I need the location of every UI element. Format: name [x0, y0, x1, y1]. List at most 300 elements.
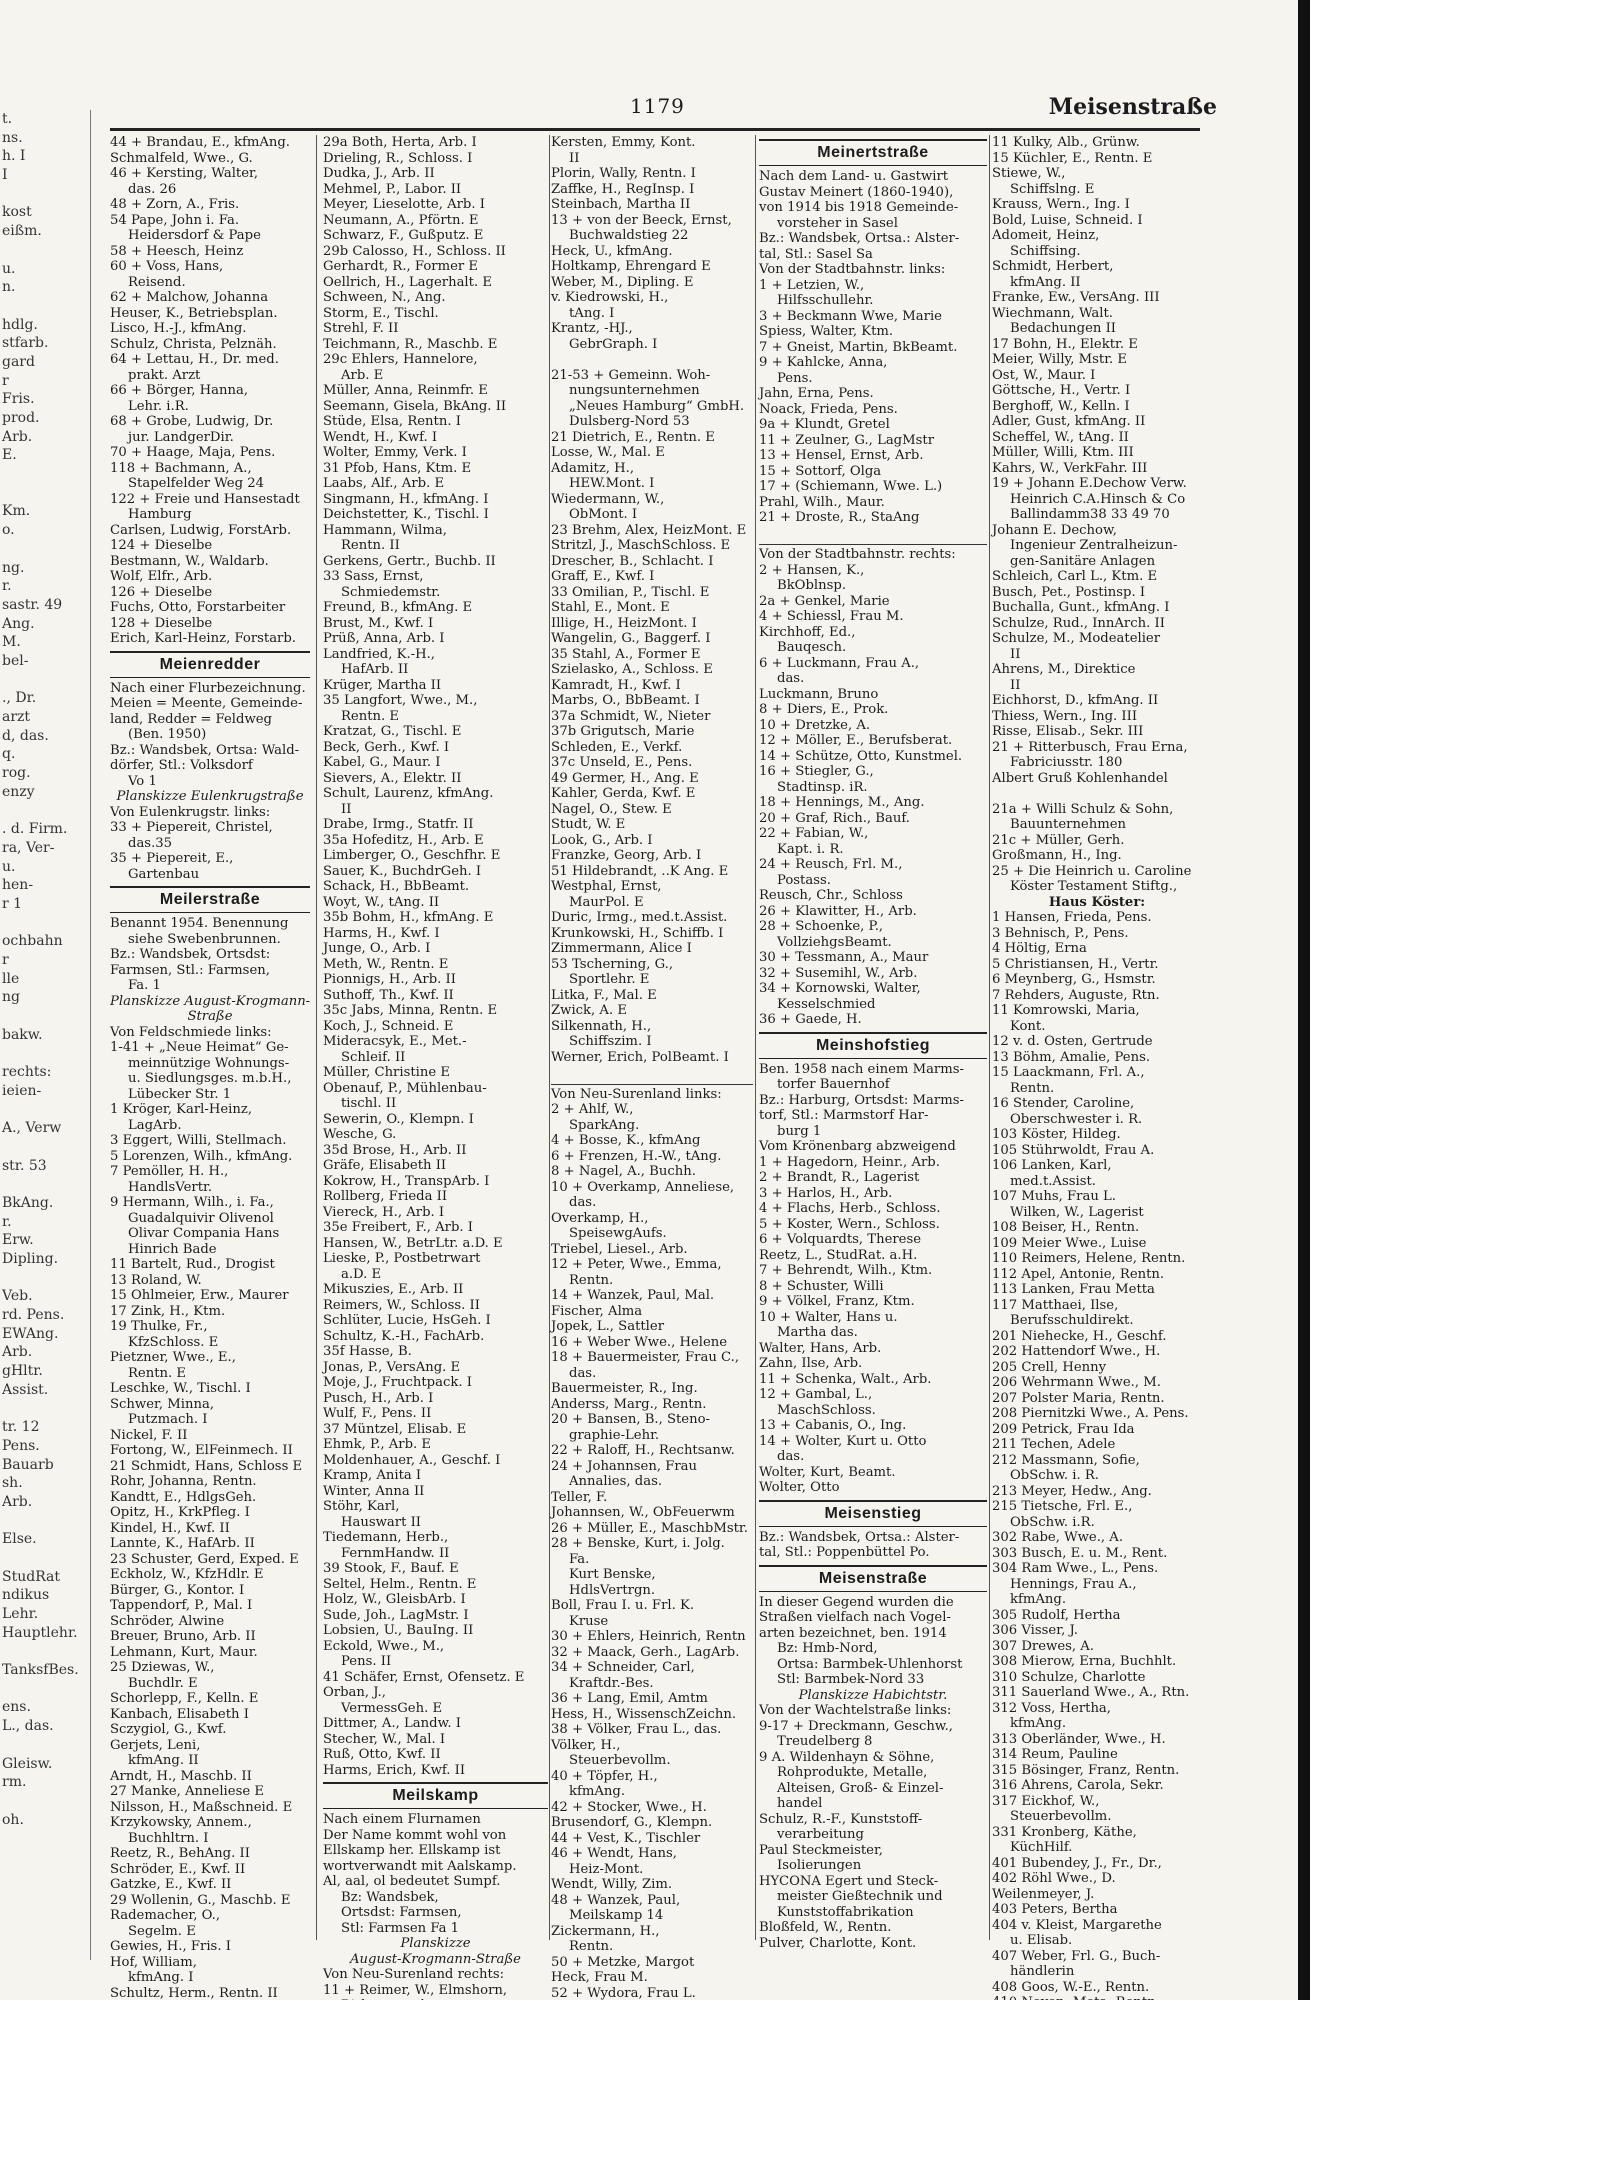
directory-entry: 4 + Flachs, Herb., Schloss. [759, 1201, 941, 1216]
directory-entry: 306 Visser, J. [992, 1623, 1078, 1638]
column-divider [549, 135, 550, 1940]
directory-entry: Kahrs, W., VerkFahr. III [992, 460, 1148, 476]
directory-entry: Suthoff, Th., Kwf. II [323, 987, 454, 1003]
previous-page-fragment: BkAng. [2, 1194, 54, 1211]
directory-entry: tal, Stl.: Poppenbüttel Po. [759, 1545, 930, 1560]
directory-entry: Pusch, H., Arb. I [323, 1390, 434, 1406]
directory-entry: Overkamp, H., [551, 1210, 649, 1226]
previous-page-fragment: o. [2, 522, 15, 539]
previous-page-fragment [0, 801, 90, 820]
directory-entry: 128 + Dieselbe [110, 615, 213, 631]
directory-entry: Von Neu-Surenland rechts: [323, 1967, 505, 1982]
previous-page-fragment: arzt [2, 709, 31, 725]
directory-entry: das. 26 [128, 181, 177, 197]
directory-entry: Johann E. Dechow, [992, 522, 1117, 538]
directory-entry: 4 + Schiessl, Frau M. [759, 609, 904, 624]
directory-entry: Eckold, Wwe., M., [323, 1638, 445, 1654]
directory-entry: kfmAng. II [128, 1753, 199, 1768]
directory-entry: LagArb. [128, 1117, 182, 1133]
directory-entry: Sude, Joh., LagMstr. I [323, 1607, 469, 1623]
directory-entry: 7 Pemöller, H. H., [110, 1164, 229, 1179]
directory-entry: Plorin, Wally, Rentn. I [551, 166, 696, 181]
previous-page-fragment: rm. [2, 1774, 27, 1791]
previous-page-fragment: prod. [2, 410, 40, 426]
directory-entry: 33 Omilian, P., Tischl. E [551, 584, 710, 600]
directory-entry: 29c Ehlers, Hannelore, [323, 352, 478, 367]
directory-entry: Opitz, H., KrkPfleg. I [110, 1505, 250, 1520]
directory-entry: Kandtt, E., HdlgsGeh. [110, 1489, 257, 1505]
directory-entry: Dudka, J., Arb. II [323, 166, 435, 181]
directory-entry: Pietzner, Wwe., E., [110, 1350, 236, 1365]
previous-page-fragment: eißm. [2, 223, 42, 240]
directory-entry: Von Eulenkrugstr. links: [110, 804, 271, 820]
directory-entry: 118 + Bachmann, A., [110, 460, 252, 476]
directory-entry: 11 Bartelt, Rud., Drogist [110, 1257, 275, 1272]
directory-entry: 9 A. Wildenhayn & Söhne, [759, 1749, 935, 1765]
directory-entry: Lübecker Str. 1 [128, 1086, 232, 1102]
previous-page-fragment: Pens. [2, 1437, 40, 1454]
directory-entry: 28 + Benske, Kurt, i. Jolg. [551, 1536, 725, 1551]
directory-entry: 25 Dziewas, W., [110, 1660, 215, 1675]
directory-entry: In dieser Gegend wurden die [759, 1594, 954, 1610]
previous-page-fragment: Ang. [2, 615, 35, 632]
directory-entry: ObSchw. i. R. [1010, 1468, 1099, 1483]
directory-entry: Schlüter, Lucie, HsGeh. I [323, 1313, 491, 1328]
directory-entry: 35d Brose, H., Arb. II [323, 1142, 467, 1158]
directory-entry: 19 + Johann E.Dechow Verw. [992, 476, 1187, 491]
directory-entry: 35a Hofeditz, H., Arb. E [323, 832, 484, 848]
directory-entry: Vo 1 [128, 773, 157, 789]
directory-entry: tAng. I [569, 305, 615, 321]
previous-page-fragment [0, 1138, 90, 1157]
directory-entry: Straßen vielfach nach Vogel- [759, 1610, 951, 1625]
directory-entry: Thiess, Wern., Ing. III [992, 708, 1138, 724]
directory-entry: Buchhltrn. I [128, 1830, 209, 1846]
directory-entry: Kratzat, G., Tischl. E [323, 724, 462, 739]
previous-page-fragment: E. [2, 447, 17, 464]
directory-entry: Reisend. [128, 274, 186, 290]
directory-entry: Segelm. E [128, 1923, 196, 1939]
directory-entry: verarbeitung [777, 1827, 864, 1842]
directory-entry: MaurPol. E [569, 894, 644, 910]
previous-page-fragment: Lehr. [2, 1606, 39, 1622]
directory-entry: Beck, Gerh., Kwf. I [323, 739, 450, 755]
directory-entry: 21 Dietrich, E., Rentn. E [551, 429, 715, 445]
directory-entry: Bauunternehmen [1010, 817, 1127, 832]
previous-page-fragment: kost [2, 204, 32, 221]
directory-entry: u. Siedlungsges. m.b.H., [128, 1071, 292, 1086]
directory-entry: Wendt, Willy, Zim. [551, 1877, 673, 1892]
directory-entry: 35 Stahl, A., Former E [551, 646, 701, 662]
directory-entry: 11 Komrowski, Maria, [992, 1003, 1140, 1018]
running-head: Meisenstraße [1048, 94, 1217, 120]
directory-entry: a.D. E [341, 1266, 382, 1282]
directory-entry: Rentn. II [341, 538, 400, 553]
directory-entry: 12 + Möller, E., Berufsberat. [759, 733, 953, 748]
directory-entry: 20 + Bansen, B., Steno- [551, 1412, 711, 1427]
directory-entry: Von Feldschmiede links: [110, 1024, 272, 1040]
directory-entry: Tappendorf, P., Mal. I [110, 1598, 253, 1613]
directory-entry: Mikuszies, E., Arb. II [323, 1282, 464, 1297]
directory-entry: Nach einer Flurbezeichnung. [110, 680, 306, 696]
previous-page-fragment [0, 540, 90, 559]
directory-entry: 312 Voss, Hertha, [992, 1700, 1111, 1716]
directory-entry: 317 Eickhof, W., [992, 1793, 1100, 1809]
directory-entry: Harms, Erich, Kwf. II [323, 1762, 466, 1778]
directory-entry: Noack, Frieda, Pens. [759, 401, 898, 417]
directory-entry: 8 + Schuster, Willi [759, 1278, 884, 1294]
previous-page-fragment: Arb. [2, 1344, 33, 1361]
directory-entry: gen-Sanitäre Anlagen [1010, 553, 1156, 569]
directory-entry: 106 Lanken, Karl, [992, 1158, 1112, 1173]
directory-entry: Drabe, Irmg., Statfr. II [323, 817, 474, 832]
previous-page-fragment: tr. 12 [2, 1419, 40, 1436]
directory-entry: 46 + Kersting, Walter, [110, 166, 259, 181]
directory-entry: 23 Brehm, Alex, HeizMont. E [551, 522, 747, 538]
directory-entry: Deichstetter, K., Tischl. I [323, 507, 489, 522]
directory-entry: 11 Kulky, Alb., Grünw. [992, 135, 1140, 150]
directory-entry: Straße [187, 1009, 233, 1024]
directory-column-4 [759, 135, 987, 1951]
directory-entry: Teller, F. [551, 1489, 608, 1505]
directory-entry: 16 + Stiegler, G., [759, 764, 874, 779]
directory-entry: Gatzke, E., Kwf. II [110, 1877, 232, 1892]
directory-entry: 46 + Wendt, Hans, [551, 1846, 677, 1861]
directory-entry: 9 + Völkel, Franz, Ktm. [759, 1294, 915, 1309]
directory-entry: kfmAng. [1010, 1716, 1067, 1731]
directory-entry: Reetz, R., BehAng. II [110, 1846, 250, 1861]
directory-entry: 27 Manke, Anneliese E [110, 1784, 264, 1799]
directory-entry: 12 + Peter, Wwe., Emma, [551, 1257, 722, 1272]
directory-entry: das. [569, 1365, 597, 1381]
directory-entry: Fa. [569, 1551, 590, 1567]
directory-entry: SpeisewgAufs. [569, 1226, 667, 1241]
directory-entry: Bz: Hmb-Nord, [777, 1641, 878, 1656]
directory-entry: Rentn. E [128, 1365, 187, 1381]
directory-entry: Sievers, A., Elektr. II [323, 770, 462, 786]
directory-column-5 [992, 135, 1202, 1995]
directory-entry: 32 + Susemihl, W., Arb. [759, 965, 918, 981]
directory-entry: 18 + Hennings, M., Ang. [759, 795, 925, 810]
directory-entry: 37c Unseld, E., Pens. [551, 755, 693, 770]
directory-entry: Ingenieur Zentralheizun- [1010, 538, 1178, 553]
directory-entry: 30 + Ehlers, Heinrich, Rentn [551, 1629, 746, 1644]
scan-edge [1298, 0, 1310, 2000]
directory-entry: Kraftdr.-Bes. [569, 1675, 654, 1691]
directory-entry: Gerkens, Gertr., Buchb. II [323, 553, 496, 569]
directory-entry: 70 + Haage, Maja, Pens. [110, 445, 276, 460]
directory-entry: Eichhorst, D., kfmAng. II [992, 693, 1159, 708]
previous-page-fragment: Km. [2, 503, 31, 520]
directory-entry: Olivar Compania Hans [128, 1226, 280, 1241]
directory-entry: VollziehgsBeamt. [777, 934, 892, 950]
previous-page-fragment: d, das. [2, 727, 49, 744]
directory-entry: 105 Stührwoldt, Frau A. [992, 1142, 1155, 1158]
directory-entry: Ben. 1958 nach einem Marms- [759, 1061, 964, 1077]
directory-entry: 64 + Lettau, H., Dr. med. [110, 352, 279, 367]
previous-page-fragment [0, 484, 90, 503]
directory-entry: Graff, E., Kwf. I [551, 569, 655, 584]
directory-entry: Bz.: Wandsbek, Ortsa: Wald- [110, 742, 300, 758]
directory-entry: Lisco, H.-J., kfmAng. [110, 321, 247, 336]
directory-entry: Von Neu-Surenland links: [551, 1084, 753, 1103]
directory-entry: 16 Stender, Caroline, [992, 1096, 1135, 1111]
directory-entry: Farmsen, Stl.: Farmsen, [110, 962, 270, 978]
directory-entry: 215 Tietsche, Frl. E., [992, 1499, 1133, 1514]
directory-entry: Kurt Benske, [569, 1567, 656, 1582]
directory-entry: siehe Swebenbrunnen. [128, 931, 281, 947]
directory-entry: Fortong, W., ElFeinmech. II [110, 1443, 293, 1458]
directory-column-3 [551, 135, 753, 2001]
directory-entry: Der Name kommt wohl von [323, 1827, 507, 1843]
directory-entry: Wolter, Emmy, Verk. I [323, 445, 467, 460]
previous-page-fragment: Hauptlehr. [2, 1624, 78, 1641]
directory-entry: Stecher, W., Mal. I [323, 1731, 446, 1747]
directory-entry: Putzmach. I [128, 1412, 208, 1427]
directory-entry: Limberger, O., Geschfhr. E [323, 848, 501, 863]
directory-entry: Nach dem Land- u. Gastwirt [759, 169, 949, 184]
directory-entry: Schiffszim. I [569, 1034, 652, 1049]
directory-entry: Junge, O., Arb. I [323, 941, 431, 956]
directory-entry: Strehl, F. II [323, 321, 399, 336]
previous-page-fragment: rog. [2, 765, 31, 782]
directory-entry: 48 + Zorn, A., Fris. [110, 197, 240, 212]
directory-entry: Schleden, E., Verkf. [551, 739, 683, 755]
directory-entry: Benannt 1954. Benennung [110, 916, 289, 931]
directory-entry: Al, aal, ol bedeutet Sumpf. [323, 1874, 501, 1889]
directory-entry: Fischer, Alma [551, 1303, 643, 1319]
previous-page-fragment [0, 914, 90, 933]
directory-entry: HdlsVertrgn. [569, 1582, 656, 1598]
directory-entry: 35b Bohm, H., kfmAng. E [323, 910, 494, 925]
directory-entry: Sauer, K., BuchdrGeh. I [323, 863, 482, 879]
directory-entry: Schultz, K.-H., FachArb. [323, 1328, 485, 1344]
previous-page-fragment [0, 465, 90, 484]
directory-entry: Meien = Meente, Gemeinde- [110, 696, 303, 711]
directory-entry: Johannsen, W., ObFeuerwm [551, 1505, 735, 1520]
directory-entry: Lannte, K., HafArb. II [110, 1536, 255, 1551]
directory-entry: Wulf, F., Pens. II [323, 1406, 432, 1421]
directory-entry: Lobsien, U., BauIng. II [323, 1623, 474, 1638]
directory-entry: Ehmk, P., Arb. E [323, 1437, 432, 1452]
directory-entry [551, 352, 753, 368]
directory-entry: Werner, Erich, PolBeamt. I [551, 1049, 729, 1065]
directory-entry: Ellskamp her. Ellskamp ist [323, 1843, 501, 1858]
directory-entry: 35c Jabs, Minna, Rentn. E [323, 1003, 498, 1018]
directory-entry: „Neues Hamburg“ GmbH. [569, 398, 745, 414]
previous-page-fragment: Erw. [2, 1232, 34, 1249]
directory-entry: Rentn. E [341, 708, 400, 724]
directory-entry: kfmAng. [569, 1784, 626, 1799]
directory-entry: Bz.: Wandsbek, Ortsa.: Alster- [759, 1529, 960, 1545]
column-divider [989, 135, 990, 1940]
directory-entry: 9-17 + Dreckmann, Geschw., [759, 1718, 953, 1734]
directory-entry: Krzykowsky, Annem., [110, 1815, 252, 1830]
directory-entry: meinnützige Wohnungs- [128, 1055, 290, 1071]
previous-page-fragment [0, 185, 90, 204]
directory-entry: Pulver, Charlotte, Kont. [759, 1935, 917, 1951]
directory-entry: 304 Ram Wwe., L., Pens. [992, 1561, 1159, 1576]
directory-entry: 30 + Tessmann, A., Maur [759, 950, 929, 965]
directory-entry: 29 Wollenin, G., Maschb. E [110, 1892, 291, 1908]
directory-entry: Heiz-Mont. [569, 1861, 644, 1877]
directory-entry: Schultz, Herm., Rentn. II [110, 1985, 278, 2001]
directory-entry: Göttsche, H., Vertr. I [992, 383, 1131, 398]
directory-entry: Singmann, H., kfmAng. I [323, 491, 489, 507]
directory-entry: Boll, Frau I. u. Frl. K. [551, 1598, 695, 1613]
directory-entry: Nach einem Flurnamen [323, 1812, 481, 1827]
directory-entry: 303 Busch, E. u. M., Rent. [992, 1545, 1168, 1561]
directory-entry: Pens. II [341, 1654, 392, 1669]
directory-entry: 33 + Piepereit, Christel, [110, 820, 273, 835]
directory-entry [992, 786, 1202, 802]
previous-page-fragment [0, 1736, 90, 1755]
directory-entry: von 1914 bis 1918 Gemeinde- [759, 200, 959, 215]
directory-entry: 122 + Freie und Hansestadt [110, 491, 300, 507]
directory-entry: Weber, M., Dipling. E [551, 274, 694, 290]
directory-entry: 126 + Dieselbe [110, 584, 213, 600]
directory-entry: 48 + Wanzek, Paul, [551, 1892, 681, 1908]
directory-entry: 1 Hansen, Frieda, Pens. [992, 910, 1152, 925]
directory-entry: Jonas, P., VersAng. E [323, 1359, 461, 1375]
directory-entry: August-Krogmann-Straße [350, 1951, 521, 1967]
previous-page-fragment [0, 1680, 90, 1699]
directory-entry: 35e Freibert, F., Arb. I [323, 1220, 474, 1235]
column-divider [755, 135, 756, 1940]
directory-entry: 402 Röhl Wwe., D. [992, 1871, 1116, 1886]
directory-entry: 15 Küchler, E., Rentn. E [992, 150, 1153, 166]
directory-entry: Meier, Willy, Mstr. E [992, 352, 1128, 367]
directory-entry: Von der Stadtbahnstr. rechts: [759, 544, 987, 563]
directory-entry: 3 + Beckmann Wwe, Marie [759, 308, 942, 324]
previous-page-fragment: oh. [2, 1811, 24, 1828]
directory-entry: Mehmel, P., Labor. II [323, 181, 462, 197]
directory-entry: 21c + Müller, Gerh. [992, 832, 1125, 848]
previous-page-fragment: h. I [2, 148, 26, 165]
previous-page-fragment: enzy [2, 783, 35, 800]
directory-entry: Buchdlr. E [128, 1675, 198, 1691]
directory-entry: Steuerbevollm. [1010, 1809, 1112, 1824]
directory-entry: Brusendorf, G., Klempn. [551, 1815, 713, 1830]
directory-entry: Rollberg, Frieda II [323, 1189, 448, 1204]
directory-entry: Westphal, Ernst, [551, 879, 662, 894]
directory-entry: 24 + Reusch, Frl. M., [759, 857, 903, 872]
directory-entry: 10 + Dretzke, A. [759, 717, 871, 733]
directory-entry: 108 Beiser, H., Rentn. [992, 1220, 1140, 1235]
directory-entry: 5 Christiansen, H., Vertr. [992, 956, 1159, 972]
directory-entry: 38 + Völker, Frau L., das. [551, 1722, 722, 1737]
directory-entry: 6 + Frenzen, H.-W., tAng. [551, 1148, 722, 1164]
directory-entry: Heidersdorf & Pape [128, 228, 261, 243]
previous-page-fragment [0, 1512, 90, 1531]
page-margin [0, 2000, 1600, 2177]
directory-entry: 208 Piernitzki Wwe., A. Pens. [992, 1406, 1189, 1421]
directory-entry: 2 + Brandt, R., Lagerist [759, 1170, 920, 1185]
previous-page-fragment [0, 1792, 90, 1811]
directory-entry: Kramp, Anita I [323, 1468, 422, 1483]
directory-entry: Franzke, Georg, Arb. I [551, 848, 702, 863]
directory-entry: Losse, W., Mal. E [551, 445, 665, 460]
directory-entry: Wolter, Kurt, Beamt. [759, 1464, 896, 1480]
directory-entry: 66 + Börger, Hanna, [110, 383, 249, 398]
previous-page-fragment: Else. [2, 1531, 37, 1548]
street-heading: Meilerstraße [110, 886, 310, 913]
directory-entry: Studt, W. E [551, 817, 626, 832]
directory-entry: Pionnigs, H., Arb. II [323, 972, 456, 987]
directory-entry: Stritzl, J., MaschSchloss. E [551, 538, 731, 553]
directory-entry: 308 Mierow, Erna, Buchhlt. [992, 1654, 1177, 1669]
directory-entry: Busch, Pet., Postinsp. I [992, 584, 1146, 600]
directory-entry: Gustav Meinert (1860-1940), [759, 184, 954, 200]
directory-entry: Planskizze Eulenkrugstraße [116, 789, 304, 804]
directory-entry: Wiechmann, Walt. [992, 305, 1113, 321]
directory-entry: Tiedemann, Herb., [323, 1530, 449, 1545]
directory-entry: Drieling, R., Schloss. I [323, 150, 473, 166]
directory-entry: 54 Pape, John i. Fa. [110, 212, 240, 228]
directory-entry [551, 1065, 753, 1081]
directory-entry: Harms, H., Kwf. I [323, 925, 440, 941]
directory-entry: 42 + Stocker, Wwe., H. [551, 1799, 707, 1815]
directory-entry: Schmalfeld, Wwe., G. [110, 150, 253, 166]
previous-page-fragment: u. [2, 260, 16, 277]
directory-entry: Seltel, Helm., Rentn. E [323, 1576, 477, 1592]
directory-entry: Schröder, E., Kwf. II [110, 1861, 246, 1877]
previous-page-fragment: . d. Firm. [2, 821, 68, 838]
directory-entry: VermessGeh. E [341, 1700, 443, 1716]
directory-entry: Bauqesch. [777, 640, 847, 655]
directory-entry: MaschSchloss. [777, 1402, 876, 1418]
directory-entry: Freund, B., kfmAng. E [323, 600, 473, 615]
directory-entry: vorsteher in Sasel [777, 215, 898, 231]
directory-entry: 49 Germer, H., Ang. E [551, 770, 699, 786]
previous-page-fragment [0, 671, 90, 690]
street-heading: Meisenstraße [759, 1565, 987, 1592]
directory-entry: 10 + Walter, Hans u. [759, 1309, 898, 1325]
directory-entry: 314 Reum, Pauline [992, 1747, 1118, 1762]
directory-entry: Holtkamp, Ehrengard E [551, 259, 711, 274]
directory-entry: Moldenhauer, A., Geschf. I [323, 1452, 501, 1468]
directory-entry: 62 + Malchow, Johanna [110, 290, 269, 305]
directory-entry: meister Gießtechnik und [777, 1889, 943, 1904]
directory-entry: Krantz, -HJ., [551, 321, 633, 336]
directory-entry: Bestmann, W., Waldarb. [110, 553, 269, 569]
street-heading: Meienredder [110, 651, 310, 678]
previous-page-fragment: r. [2, 1213, 12, 1230]
directory-entry: Prüß, Anna, Arb. I [323, 631, 445, 646]
directory-entry: 34 + Schneider, Carl, [551, 1660, 695, 1675]
directory-entry: das. [777, 671, 805, 686]
previous-page-fragment: M. [2, 634, 21, 651]
directory-entry: Bold, Luise, Schneid. I [992, 212, 1143, 228]
directory-entry: 113 Lanken, Frau Metta [992, 1282, 1155, 1297]
directory-entry: HYCONA Egert und Steck- [759, 1873, 939, 1889]
directory-entry: 35 Langfort, Wwe., M., [323, 693, 478, 708]
previous-page-fragment: rd. Pens. [2, 1307, 65, 1323]
previous-page-fragment: lle [2, 970, 20, 987]
directory-entry: Szielasko, A., Schloss. E [551, 662, 713, 677]
directory-entry: 9a + Klundt, Gretel [759, 417, 890, 432]
previous-page-fragment: Veb. [2, 1288, 33, 1305]
directory-entry: Rohr, Johanna, Rentn. [110, 1474, 257, 1489]
directory-entry: 41 Schäfer, Ernst, Ofensetz. E [323, 1669, 525, 1685]
directory-entry: tal, Stl.: Sasel Sa [759, 246, 873, 262]
directory-entry: ObMont. I [569, 507, 638, 522]
directory-entry: Kamradt, H., Kwf. I [551, 677, 681, 693]
street-heading: Meisenstieg [759, 1500, 987, 1527]
directory-entry: Litka, F., Mal. E [551, 987, 657, 1003]
directory-entry: 206 Wehrmann Wwe., M. [992, 1375, 1161, 1390]
directory-entry: Krunkowski, H., Schiffb. I [551, 925, 724, 941]
